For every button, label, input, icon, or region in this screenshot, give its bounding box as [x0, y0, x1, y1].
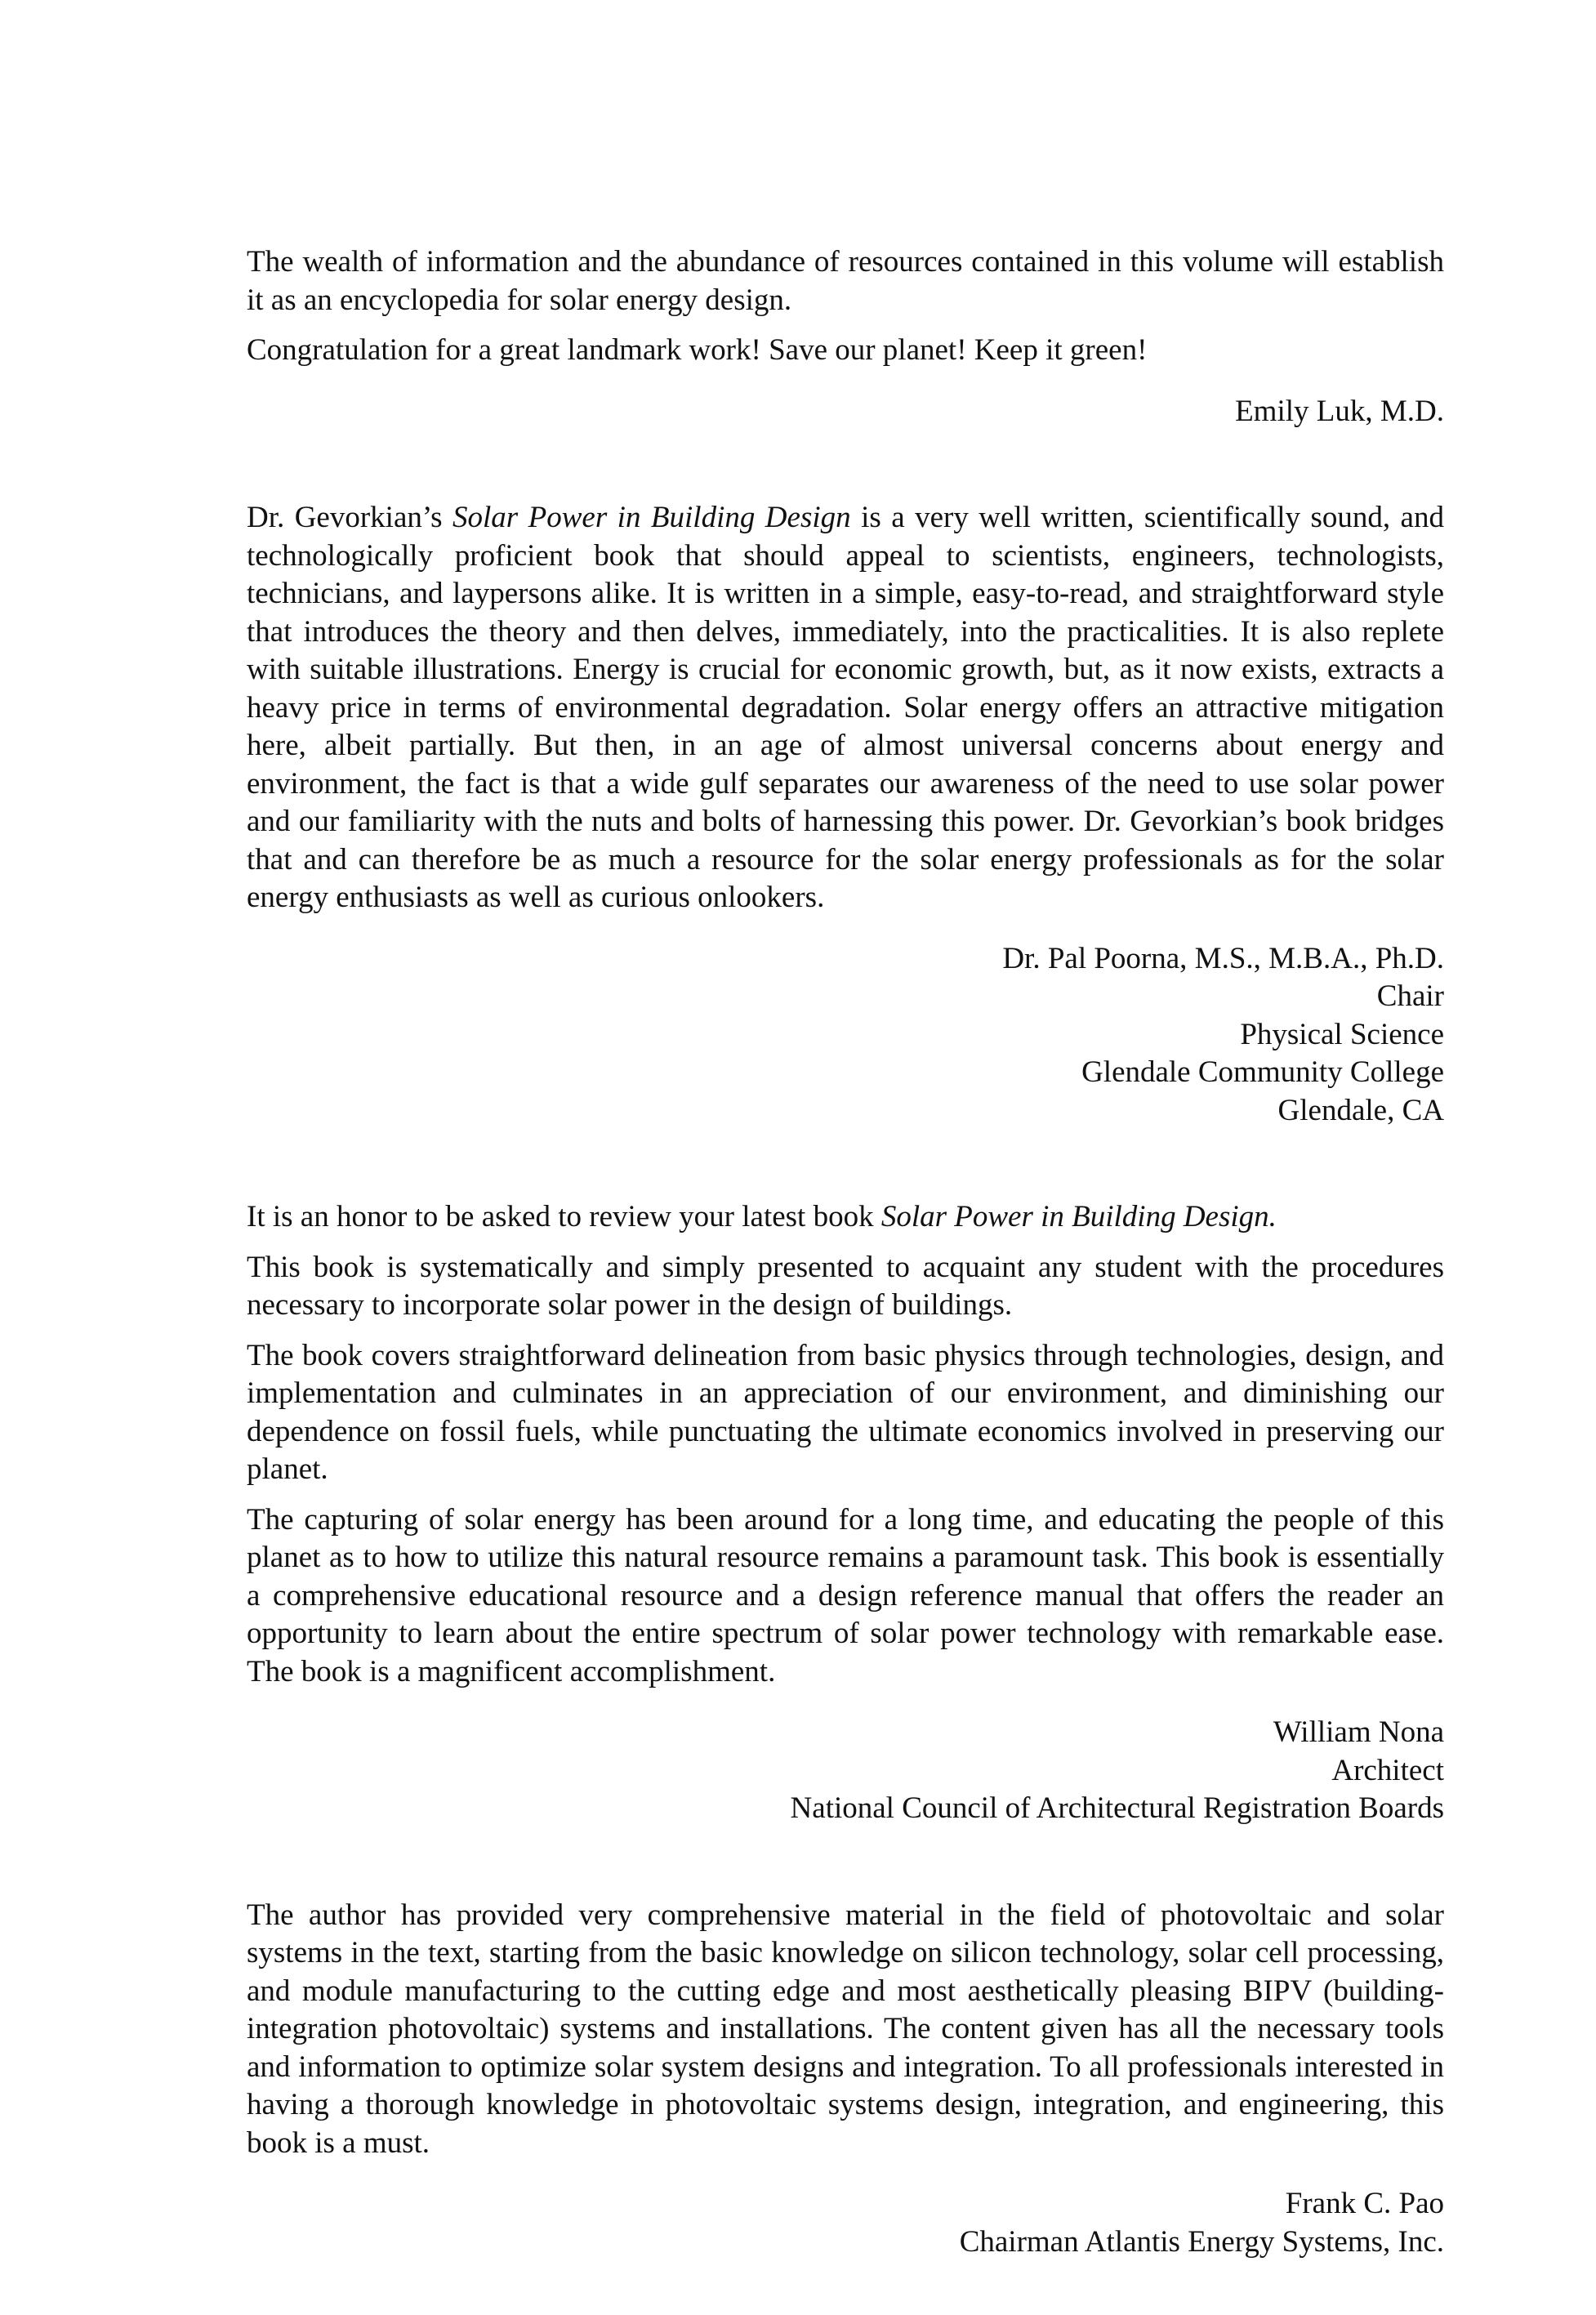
review-paragraph: The capturing of solar energy has been around for a long time, and educating the people of this planet as to how to utilize this natural resource remains a paramount task. This book is essentially a comprehensive educational resource and a design reference manual that offers the reader an opportunity to learn about the entire spectrum of solar power technology with remarkable ease. The book is a magnificent accomplishment.	[247, 1502, 1444, 1688]
review-paragraph: Congratulation for a great landmark work! Save our planet! Keep it green!	[247, 333, 1148, 367]
signature-department: Physical Science	[1240, 1017, 1444, 1051]
signature-name: Frank C. Pao	[1285, 2187, 1444, 2220]
review-paragraph: The wealth of information and the abundance of resources contained in this volume will establish it as an encyclopedia for solar energy design.	[247, 245, 1444, 317]
review-paragraph: This book is systematically and simply presented to acquaint any student with the procedures necessary to incorporate solar power in the design of buildings.	[247, 1250, 1444, 1322]
review-paragraph: The author has provided very comprehensive material in the field of photovoltaic and solar systems in the text, starting from the basic knowledge on silicon technology, solar cell processing, and module manufacturing to the cutting edge and most aesthetically pleasing BIPV (building-integration photovoltaic) systems and installations. The content given has all the necessary tools and information to optimize solar system designs and integration. To all professionals interested in having a thorough knowledge in photovoltaic systems design, integration, and engineering, this book is a must.	[247, 1898, 1444, 2160]
review-pao	[247, 1897, 1444, 2262]
review-nona	[247, 1198, 1444, 1828]
signature-block	[247, 393, 1444, 431]
signature-title: Chairman Atlantis Energy Systems, Inc.	[959, 2224, 1444, 2259]
signature-name: William Nona	[1273, 1715, 1444, 1749]
signature-block	[247, 940, 1444, 1131]
review-paragraph	[247, 1198, 1444, 1237]
signature-location: Glendale, CA	[1277, 1093, 1444, 1127]
signature-block	[247, 2185, 1444, 2261]
review-text-lead: Dr. Gevorkian’s	[247, 501, 452, 534]
signature-title: Chair	[1376, 979, 1444, 1013]
review-poorna	[247, 499, 1444, 1130]
signature-title: Architect	[1331, 1753, 1444, 1787]
signature-institution: Glendale Community College	[1081, 1055, 1444, 1089]
review-paragraph: The book covers straightforward delineation from basic physics through technologies, design, and implementation and culminates in an appreciation of our environment, and diminishing our dependence on fossil fuels, while punctuating the ultimate economics involved in preserving our planet.	[247, 1338, 1444, 1486]
review-text-body: is a very well written, scientifically sound, and technologically proficient book that should appeal to scientists, engineers, technologists, technicians, and laypersons alike. It is written in a simple, easy-to-read, and straightforward style that introduces the theory and then delves, immediately, into the practicalities. It is also replete with suitable illustrations. Energy is crucial for economic growth, but, as it now exists, extracts a heavy price in terms of environmental degradation. Solar energy offers an attractive mitigation here, albeit partially. But then, in an age of almost universal concerns about energy and environment, the fact is that a wide gulf separates our awareness of the need to use solar power and our familiarity with the nuts and bolts of harnessing this power. Dr. Gevorkian’s book bridges that and can therefore be as much a resource for the solar energy professionals as for the solar energy enthusiasts as well as curious onlookers.	[247, 501, 1444, 914]
book-title: Solar Power in Building Design.	[880, 1200, 1277, 1233]
review-paragraph	[247, 499, 1444, 917]
signature-name: Emily Luk, M.D.	[1235, 394, 1444, 428]
signature-organization: National Council of Architectural Registration Boards	[790, 1791, 1444, 1825]
signature-block	[247, 1714, 1444, 1828]
review-luk	[247, 243, 1444, 430]
document-page	[247, 243, 1444, 2261]
book-title: Solar Power in Building Design	[452, 501, 851, 534]
review-text-lead: It is an honor to be asked to review your latest book	[247, 1200, 881, 1233]
signature-name: Dr. Pal Poorna, M.S., M.B.A., Ph.D.	[1002, 941, 1444, 975]
